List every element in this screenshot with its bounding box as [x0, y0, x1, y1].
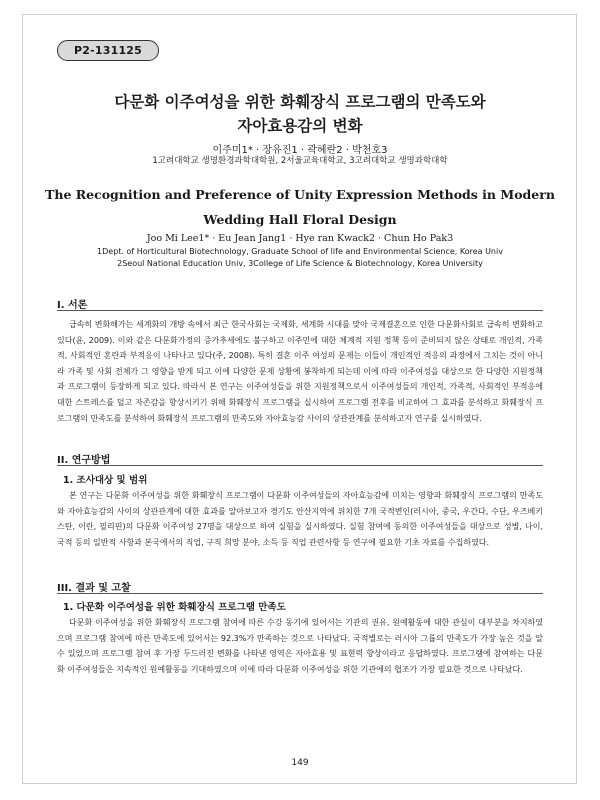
english-title — [40, 182, 560, 232]
english-affiliation-line1: 1Dept. of Horticultural Biotechnology, Graduate School of life and Environmental Science, Korea Univ — [97, 247, 503, 256]
english-authors: Joo Mi Lee1* · Eu Jean Jang1 · Hye ran Kwack2 · Chun Ho Pak3 — [146, 233, 454, 244]
section-divider — [57, 465, 543, 466]
section-divider — [57, 310, 543, 311]
section-divider — [57, 593, 543, 594]
poster-id-badge: P2-131125 — [57, 40, 159, 61]
korean-title-line2: 자아효용감의 변화 — [237, 117, 363, 135]
section-heading-results: III. 결과 및 고찰 — [57, 583, 131, 594]
english-title-line1: The Recognition and Preference of Unity Expression Methods in Modern — [45, 187, 555, 202]
introduction-paragraph: 급속히 변화해가는 세계화의 개방 속에서 최근 한국사회는 국제화, 세계화 시대를 맞아 국제결혼으로 인한 다문화사회로 급속히 변화하고 있다(윤, 2009). 이와 같은 다문화가정의 증가추세에도 불구하고 이주민에 대한 체계적 지원 정책 등이 준비되지 않은 상태로 개인적, 가족적, 사회적인 혼란과 부적응이 나타나고 있다(주, 2008). 특히 결혼 이주 여성의 문제는 이들이 개인적인 적응의 과정에서 그치는 것이 아니라 가족 및 사회 전체가 그 영향을 받게 되고 이에 다양한 문제 상황에 봉착하게 되는데 이에 따라 이주여성을 대상으로 한 다양한 지원정책과 프로그램이 등장하게 되고 있다. 따라서 본 연구는 이주여성들을 위한 지원정책으로서 이주여성들의 개인적, 가족적, 사회적인 부적응에 대한 스트레스를 덜고 자존감을 향상시키기 위해 화훼장식 프로그램을 실시하여 프로그램 전후를 비교하여 그 효과를 분석하고 화훼장식 프로그램의 만족도를 분석하여 화훼장식 프로그램의 만족도와 자아효능감 사이의 상관관계를 분석하고자 연구를 실시하였다. — [57, 320, 543, 423]
page-number: 149 — [291, 758, 309, 768]
korean-authors: 이주미1* · 장유진1 · 곽혜란2 · 박천호3 — [212, 145, 388, 156]
korean-affiliations: 1고려대학교 생명환경과학대학원, 2서울교육대학교, 3고려대학교 생명과학대학 — [152, 156, 448, 166]
subsection-heading-subjects: 1. 조사대상 및 범위 — [63, 475, 148, 486]
english-affiliation-line2: 2Seoul National Education Univ, 3College of Life Science & Biotechnology, Korea University — [117, 259, 483, 268]
section-heading-introduction: I. 서론 — [57, 300, 88, 311]
english-title-line2: Wedding Hall Floral Design — [203, 212, 397, 227]
english-affiliations — [40, 246, 560, 270]
results-paragraph: 다문화 이주여성을 위한 화훼장식 프로그램 참여에 따른 수강 동기에 있어서는 기관의 권유, 원예활동에 대한 관심이 대부분을 차지하였으며 프로그램 참여에 따른 만족도에 있어서는 92.3%가 만족하는 것으로 나타났다. 국적별로는 러시아 그룹의 만족도가 가장 높은 것을 알 수 있었으며 프로그램 참여 후 가장 두드러진 변화를 나타낸 영역은 자아효용 및 표현력 향상이라고 응답하였다. 프로그램에 참여하는 다문화 이주여성들은 지속적인 원예활동을 기대하였으며 이에 따라 다문화 이주여성을 위한 기관에의 협조가 가장 필요한 것으로 나타났다. — [57, 618, 543, 674]
korean-title — [40, 90, 560, 138]
korean-title-line1: 다문화 이주여성을 위한 화훼장식 프로그램의 만족도와 — [114, 93, 486, 111]
methods-paragraph: 본 연구는 다문화 이주여성을 위한 화훼장식 프로그램이 다문화 이주여성들의 자아효능감에 미치는 영향과 화훼장식 프로그램의 만족도와 자아효능감의 사이의 상관관계에 대한 효과를 알아보고자 경기도 안산지역에 위치한 7개 국적변인(러시아, 중국, 우간다, 수단, 우즈베키스탄, 이란, 필리핀)의 다문화 이주여성 27명을 대상으로 하여 실험을 실시하였다. 실험 참여에 동의한 이주여성들을 대상으로 성별, 나이, 국적 등의 일반적 사항과 본국에서의 직업, 구직 희망 분야, 소득 등 직업 관련사항 등 연구에 필요한 기초 자료를 수집하였다. — [57, 491, 543, 547]
subsection-heading-satisfaction: 1. 다문화 이주여성을 위한 화훼장식 프로그램 만족도 — [63, 602, 286, 613]
section-heading-methods: II. 연구방법 — [57, 455, 111, 466]
